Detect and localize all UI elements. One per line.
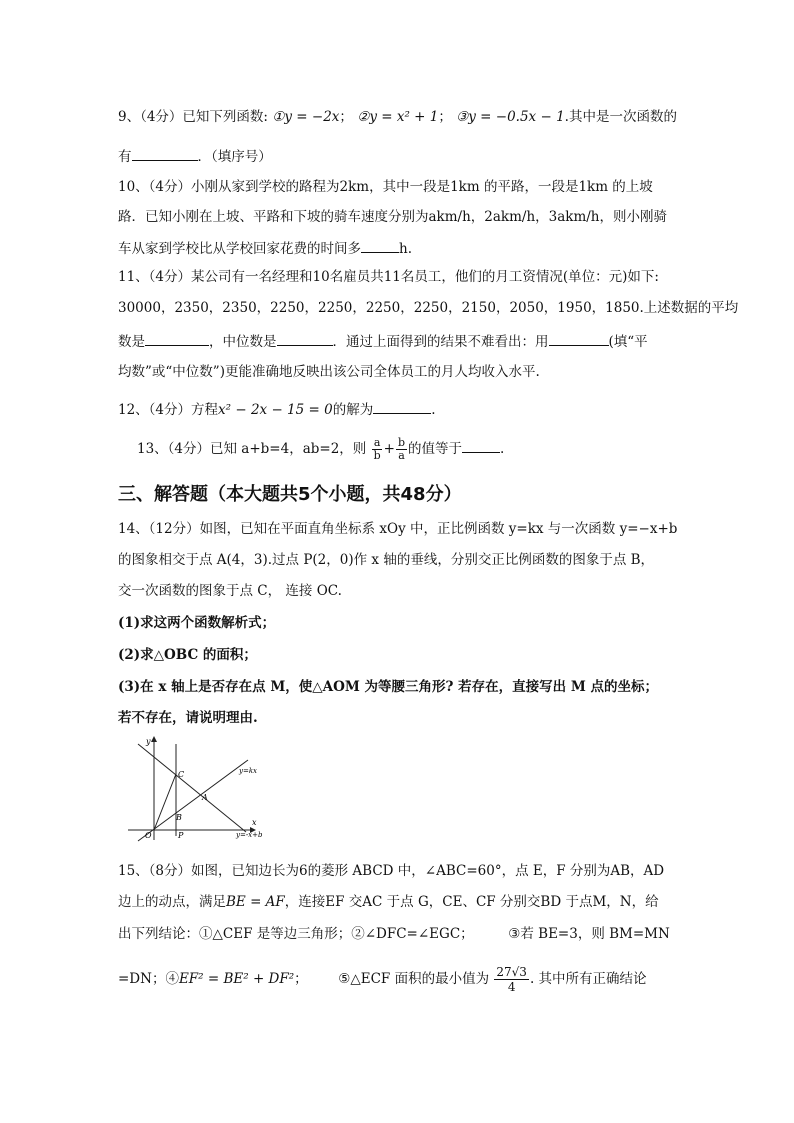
q12-answer-blank[interactable]	[373, 399, 431, 414]
q10-line1: 10、（4分）小刚从家到学校的路程为2km，其中一段是1km 的平路，一段是1km 的上坡	[118, 179, 653, 195]
q15-condition: BE = AF	[226, 894, 285, 910]
q9-sep2: ；	[438, 109, 452, 125]
q13-fraction-a-over-b: $\frac{a}{b}$	[373, 436, 381, 462]
label-o: O	[145, 831, 152, 840]
q15-line3-b: ③若 BE=3，则 BM=MN	[508, 926, 670, 942]
label-y-kx: y=kx	[239, 767, 258, 775]
q15-line4	[118, 964, 647, 994]
q11-line4: 均数”或“中位数”)更能准确地反映出该公司全体员工的月人均收入水平.	[118, 364, 540, 380]
q10-line2: 路．已知小刚在上坡、平路和下坡的骑车速度分别为akm/h，2akm/h，3akm/h，则小刚骑	[118, 209, 667, 225]
label-c: C	[178, 770, 185, 779]
q15-min-area-fraction: $\frac{27√3}{4}$	[496, 965, 527, 994]
q9-function-1: ①y = −2x	[272, 109, 340, 125]
q12-line	[118, 399, 436, 419]
q9-prefix: 9、（4分）已知下列函数:	[118, 109, 273, 125]
q12-suffix-a: 的解为	[332, 402, 374, 418]
q9-line2-suffix: ．（填序号）	[197, 149, 272, 165]
label-a: A	[202, 793, 208, 802]
q15-line2-a: 边上的动点，满足	[118, 894, 226, 910]
q10-answer-blank[interactable]	[361, 238, 399, 253]
q13-suffix-a: 的值等于	[408, 441, 463, 457]
q9-line2-prefix: 有	[118, 149, 132, 165]
q14-coordinate-figure	[118, 732, 278, 842]
q14-part2: (2)求△OBC 的面积；	[118, 647, 257, 663]
q14-line2: 的图象相交于点 A(4，3).过点 P(2，0)作 x 轴的垂线，分别交正比例函数的图象于点 B，	[118, 552, 655, 568]
q9-line1	[118, 108, 677, 126]
section-3-title: 三、解答题（本大题共5个小题，共48分）	[118, 484, 462, 505]
label-y: y	[146, 737, 151, 746]
q15-line4-c: ；	[294, 971, 308, 987]
q15-line2-c: ，连接EF 交AC 于点 G，CE、CF 分别交BD 于点M，N，给	[284, 894, 659, 910]
label-y-neg-x-plus-b: y=-x+b	[236, 831, 263, 839]
q10-line3	[118, 238, 412, 258]
q9-sep1: ；	[339, 109, 353, 125]
y-axis-arrow-icon	[151, 736, 157, 742]
q11-median-blank[interactable]	[277, 331, 333, 346]
q11-line3-d: (填“平	[608, 334, 648, 350]
label-b: B	[176, 813, 182, 822]
q11-line3-c: ．通过上面得到的结果不难看出：用	[332, 334, 549, 350]
q14-part3-line1: (3)在 x 轴上是否存在点 M，使△AOM 为等腰三角形? 若存在，直接写出 M 点的坐标；	[118, 679, 658, 695]
q15-conclusion-4-formula: EF² = BE² + DF²	[178, 971, 295, 987]
q11-line3	[118, 331, 648, 351]
q10-line3-prefix: 车从家到学校比从学校回家花费的时间多	[118, 241, 361, 257]
q15-line3-a: 出下列结论：①△CEF 是等边三角形；②∠DFC=∠EGC；	[118, 926, 474, 942]
label-p: P	[178, 831, 184, 840]
q11-choice-blank[interactable]	[549, 331, 609, 346]
q10-line3-suffix: h.	[399, 241, 412, 257]
q9-function-3: ③y = −0.5x − 1	[456, 109, 565, 125]
q9-function-2: ②y = x² + 1	[357, 109, 439, 125]
q11-line1: 11、（4分）某公司有一名经理和10名雇员共11名员工，他们的月工资情况(单位：元)如下:	[118, 269, 659, 285]
q15-line4-d: ⑤△ECF 面积的最小值为	[338, 971, 490, 987]
q13-line	[137, 434, 504, 464]
q11-line3-b: ，中位数是	[209, 334, 277, 350]
q14-line3: 交一次函数的图象于点 C， 连接 OC.	[118, 583, 342, 599]
q15-line2	[118, 893, 659, 911]
q14-line1: 14、（12分）如图，已知在平面直角坐标系 xOy 中，正比例函数 y=kx 与一次函数 y=−x+b	[118, 521, 678, 537]
q13-plus: +	[383, 441, 395, 457]
q13-answer-blank[interactable]	[462, 438, 500, 453]
q13-prefix: 13、（4分）已知 a+b=4，ab=2，则	[137, 441, 367, 457]
q9-line2	[118, 146, 272, 166]
q15-line1: 15、（8分）如图，已知边长为6的菱形 ABCD 中，∠ABC=60°，点 E，F 分别为AB，AD	[118, 863, 665, 879]
q13-fraction-b-over-a: $\frac{b}{a}$	[397, 436, 406, 462]
q15-line4-a: =DN；④	[118, 971, 179, 987]
q11-mean-blank[interactable]	[145, 331, 209, 346]
q9-suffix: .其中是一次函数的	[564, 109, 677, 125]
q12-prefix: 12、（4分）方程	[118, 402, 219, 418]
q13-suffix-b: .	[500, 441, 505, 457]
q12-suffix-b: .	[431, 402, 436, 418]
q15-line3	[118, 925, 670, 943]
q14-part1: (1)求这两个函数解析式；	[118, 615, 276, 631]
q9-answer-blank[interactable]	[132, 146, 198, 161]
q11-line3-a: 数是	[118, 334, 145, 350]
label-x: x	[252, 818, 257, 827]
q15-line4-e: . 其中所有正确结论	[529, 971, 647, 987]
q11-line2: 30000，2350，2350，2250，2250，2250，2250，2150，2050，1950，1850.上述数据的平均	[118, 300, 739, 316]
q14-part3-line2: 若不存在，请说明理由.	[118, 710, 258, 726]
q12-equation: x² − 2x − 15 = 0	[218, 402, 333, 418]
